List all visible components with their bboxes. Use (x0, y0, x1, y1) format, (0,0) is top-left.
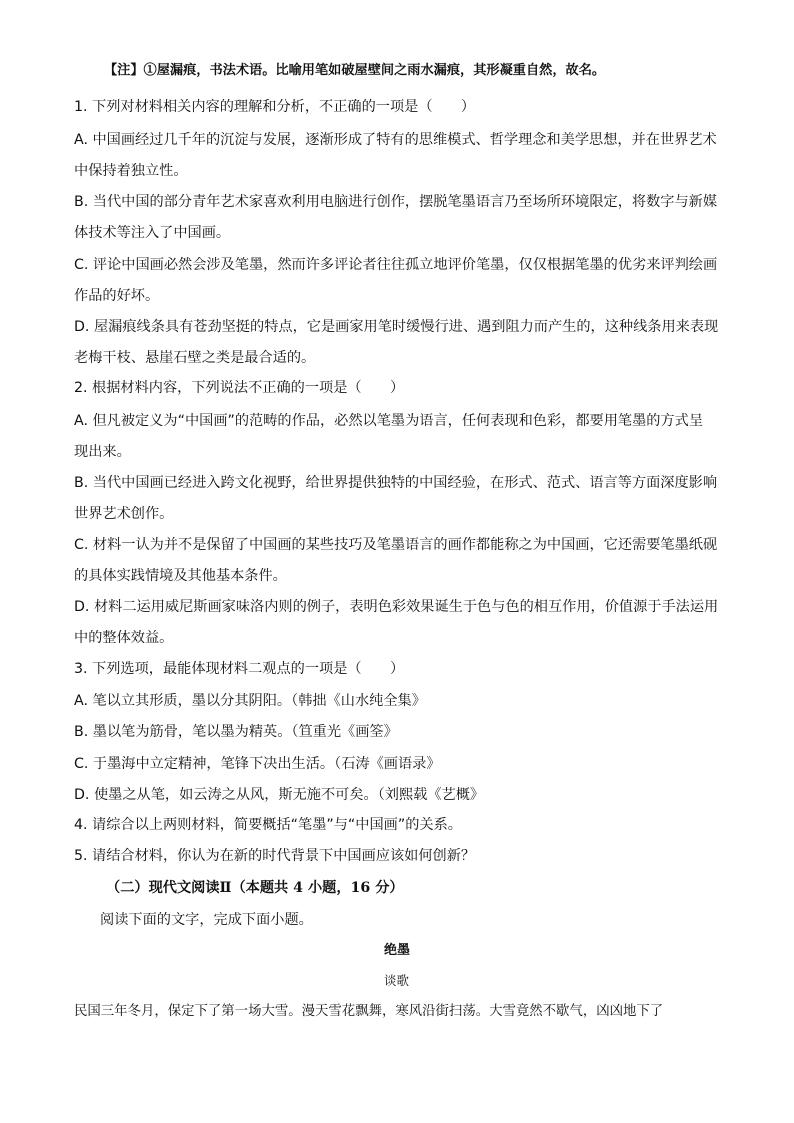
q1-option-a-line1: A. 中国画经过几千年的沉淀与发展，逐渐形成了特有的思维模式、哲学理念和美学思想，并在世界艺术 (74, 132, 717, 148)
q2-option-d-line1: D. 材料二运用威尼斯画家味洛内则的例子，表明色彩效果诞生于色与色的相互作用，价值源于手法运用 (74, 599, 719, 615)
q1-option-c-line1: C. 评论中国画必然会涉及笔墨，然而许多评论者往往孤立地评价笔墨，仅仅根据笔墨的优劣来评判绘画 (74, 257, 718, 273)
q1-option-d-line2: 老梅干枝、悬崖石壁之类是最合适的。 (74, 350, 316, 366)
question-1-stem: 1. 下列对材料相关内容的理解和分析，不正确的一项是（ ） (74, 99, 476, 115)
q1-option-b-line1: B. 当代中国的部分青年艺术家喜欢利用电脑进行创作，摆脱笔墨语言乃至场所环境限定，将数字与新媒 (74, 194, 718, 210)
question-4-stem: 4. 请综合以上两则材料，简要概括“笔墨”与“中国画”的关系。 (74, 817, 462, 833)
q1-option-d-line1: D. 屋漏痕线条具有苍劲坚挺的特点，它是画家用笔时缓慢行进、遇到阻力而产生的，这种线条用来表现 (74, 319, 719, 335)
q1-option-a-line2: 中保持着独立性。 (74, 163, 188, 179)
q2-option-a-line1: A. 但凡被定义为“中国画”的范畴的作品，必然以笔墨为语言，任何表现和色彩，都要用笔墨的方式呈 (74, 413, 704, 429)
q2-option-a-line2: 现出来。 (74, 444, 131, 460)
q3-option-c: C. 于墨海中立定精神，笔锋下决出生活。（石涛《画语录》 (74, 756, 441, 772)
q1-option-b-line2: 体技术等注入了中国画。 (74, 225, 231, 241)
section-title: （二）现代文阅读Ⅱ（本题共 4 小题，16 分） (106, 880, 404, 896)
q3-option-d: D. 使墨之从笔，如云涛之从风，斯无施不可矣。（刘熙载《艺概》 (74, 787, 485, 803)
reading-instruction: 阅读下面的文字，完成下面小题。 (100, 912, 313, 928)
q2-option-c-line1: C. 材料一认为并不是保留了中国画的某些技巧及笔墨语言的画作都能称之为中国画，它还需要笔墨纸砚 (74, 537, 718, 553)
footnote: 【注】①屋漏痕，书法术语。比喻用笔如破屋壁间之雨水漏痕，其形凝重自然，故名。 (104, 63, 606, 78)
q3-option-a: A. 笔以立其形质，墨以分其阴阳。（韩拙《山水纯全集》 (74, 693, 426, 709)
q1-option-c-line2: 作品的好坏。 (74, 288, 160, 304)
story-title: 绝墨 (384, 943, 411, 958)
question-5-stem: 5. 请结合材料，你认为在新的时代背景下中国画应该如何创新？ (74, 848, 476, 864)
q2-option-b-line1: B. 当代中国画已经进入跨文化视野，给世界提供独特的中国经验，在形式、范式、语言等方面深度影响 (74, 475, 718, 491)
q3-option-b: B. 墨以笔为筋骨，笔以墨为精英。（笪重光《画筌》 (74, 724, 398, 740)
story-paragraph-line: 民国三年冬月，保定下了第一场大雪。漫天雪花飘舞，寒风沿街扫荡。大雪竟然不歇气，凶凶地下了 (74, 1004, 664, 1019)
question-2-stem: 2. 根据材料内容，下列说法不正确的一项是（ ） (74, 380, 405, 396)
q2-option-c-line2: 的具体实践情境及其他基本条件。 (74, 568, 287, 584)
q2-option-b-line2: 世界艺术创作。 (74, 506, 174, 522)
question-3-stem: 3. 下列选项，最能体现材料二观点的一项是（ ） (74, 661, 405, 677)
story-author: 谈歌 (384, 973, 410, 988)
q2-option-d-line2: 中的整体效益。 (74, 630, 174, 646)
